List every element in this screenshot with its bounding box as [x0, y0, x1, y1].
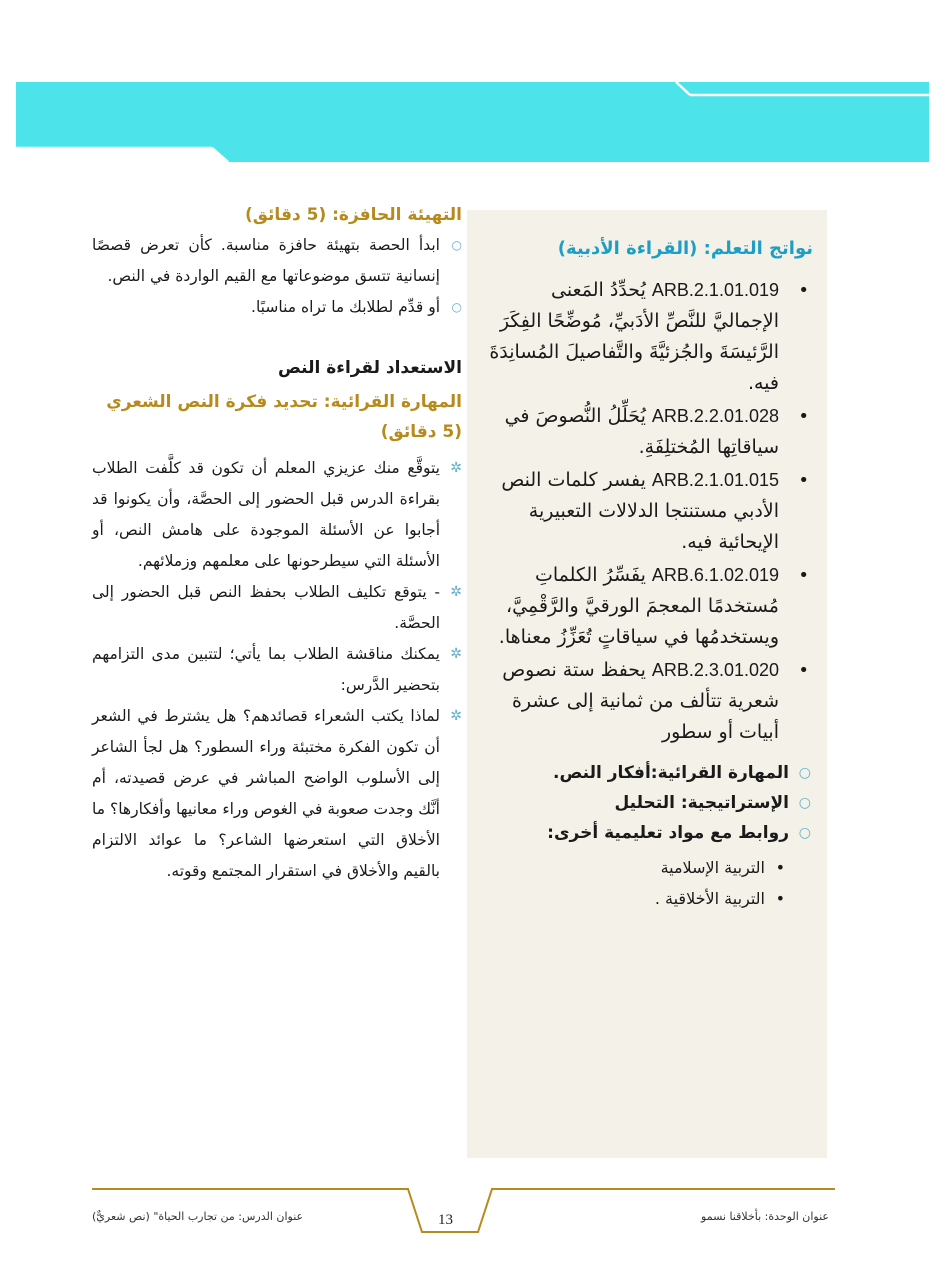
circle-bullet-icon: ○ [798, 765, 811, 781]
outcome-code: ARB.2.3.01.020 [651, 660, 779, 680]
header-banner-shape [16, 82, 929, 162]
bullet-icon: • [798, 470, 809, 491]
circle-bullet-icon: ○ [798, 795, 811, 811]
warmup-item [92, 230, 462, 292]
related-subject [479, 883, 813, 914]
warmup-text: ابدأ الحصة بتهيئة حافزة مناسبة. كأن تعرض قصصًا إنسانية تتسق موضوعاتها مع القيم الواردة في النص. [92, 236, 440, 285]
bullet-icon: • [798, 565, 809, 586]
prep-title: الاستعداد لقراءة النص [277, 358, 462, 378]
circle-bullet-icon: ○ [798, 825, 811, 841]
lesson-procedure-column [92, 200, 462, 1160]
outcome-text: يُحدِّدُ المَعنى الإجماليَّ للنَّصِّ الأدَبيِّ، مُوضِّحًا الفِكَرَ الرَّئيسَةَ والجُزئيَّةَ والتَّفاصيلَ المُسانِدَةَ فيه. [489, 279, 779, 394]
skill-text: المهارة القرائية:أفكار النص. [553, 763, 789, 783]
page-footer [0, 1180, 945, 1240]
prep-item [92, 577, 462, 639]
strategy-item [479, 788, 813, 818]
prep-text: لماذا يكتب الشعراء قصائدهم؟ هل يشترط في الشعر أن تكون الفكرة مختبئة وراء السطور؟ هل لجأ الشاعر إلى الأسلوب الواضح المباشر في عرض قصيدته، أم أنَّك وجدت صعوبة في الغوص وراء معانيها وأفكارها؟ ما الأخلاق التي استعرضها الشاعر؟ ما عوائد الالتزام بالقيم والأخلاق في استقرار المجتمع وقوته. [92, 707, 440, 880]
warmup-item [92, 292, 462, 323]
lesson-meta-list [479, 758, 813, 848]
prep-item [92, 453, 462, 577]
related-subject [479, 852, 813, 883]
outcome-code: ARB.2.1.01.019 [651, 280, 779, 300]
strategy-text: الإستراتيجية: التحليل [614, 793, 789, 813]
prep-text: - يتوقع تكليف الطلاب بحفظ النص قبل الحضور إلى الحصَّة. [92, 583, 440, 632]
prep-text: يمكنك مناقشة الطلاب بما يأتي؛ لتتبين مدى التزامهم بتحضير الدَّرس: [92, 645, 440, 694]
outcome-item [479, 465, 813, 558]
header-banner [16, 82, 929, 162]
warmup-list [92, 230, 462, 323]
unit-title: عنوان الوحدة: بأخلاقنا نسمو [701, 1210, 829, 1223]
warmup-title: التهيئة الحافزة: (5 دقائق) [244, 205, 462, 225]
star-bullet-icon: ✲ [450, 584, 462, 600]
star-bullet-icon: ✲ [450, 708, 462, 724]
links-title: روابط مع مواد تعليمية أخرى: [547, 823, 789, 843]
outcome-text: يحفظ ستة نصوص شعرية تتألف من ثمانية إلى عشرة أبيات أو سطور [502, 659, 779, 743]
skill-heading: المهارة القرائية: تحديد فكرة النص الشعري (5 دقائق) [106, 392, 462, 442]
links-item [479, 818, 813, 848]
outcomes-list [479, 275, 813, 748]
circle-bullet-icon: ○ [451, 238, 462, 252]
star-bullet-icon: ✲ [450, 646, 462, 662]
skill-item [479, 758, 813, 788]
prep-text: يتوقَّع منك عزيزي المعلم أن تكون قد كلَّفت الطلاب بقراءة الدرس قبل الحضور إلى الحصَّة، وأن يكونوا قد أجابوا عن الأسئلة الموجودة على هامش النص، أو الأسئلة التي سيطرحونها على معلمهم وزملائهم. [92, 459, 440, 570]
circle-bullet-icon: ○ [451, 300, 462, 314]
outcome-code: ARB.2.1.01.015 [651, 470, 779, 490]
prep-list [92, 453, 462, 887]
bullet-icon: • [798, 280, 809, 301]
lesson-title: عنوان الدرس: من تجارب الحياة" (نص شعريٌّ) [92, 1210, 304, 1223]
outcome-code: ARB.6.1.02.019 [651, 565, 779, 585]
outcome-item [479, 560, 813, 653]
outcome-code: ARB.2.2.01.028 [651, 406, 779, 426]
outcome-text: يفسر كلمات النص الأدبي مستنتجا الدلالات التعبيرية الإيحائية فيه. [501, 469, 779, 553]
outcome-text: يُحَلِّلُ النُّصوصَ في سياقاتِها المُختلِفَةِ. [504, 405, 779, 458]
outcome-item [479, 401, 813, 463]
prep-item [92, 701, 462, 887]
bullet-icon: • [798, 406, 809, 427]
outcomes-title: نواتج التعلم: (القراءة الأدبية) [557, 238, 813, 259]
bullet-icon: • [775, 889, 785, 908]
related-subject-label: التربية الإسلامية [660, 858, 765, 877]
outcome-item [479, 275, 813, 399]
bullet-icon: • [798, 660, 809, 681]
prep-item [92, 639, 462, 701]
related-subject-label: التربية الأخلاقية . [654, 889, 765, 908]
related-subjects-list [479, 852, 813, 914]
outcome-item [479, 655, 813, 748]
star-bullet-icon: ✲ [450, 460, 462, 476]
bullet-icon: • [775, 858, 785, 877]
page-number: 13 [438, 1212, 453, 1228]
outcome-text: يفَسِّرُ الكلماتِ مُستخدمًا المعجمَ الورقيَّ والرَّقْمِيَّ، ويستخدمُها في سياقاتٍ تُعَزِّزُ معناها. [498, 564, 779, 648]
learning-outcomes-panel [467, 210, 827, 1158]
warmup-text: أو قدِّم لطلابك ما تراه مناسبًا. [251, 298, 440, 316]
